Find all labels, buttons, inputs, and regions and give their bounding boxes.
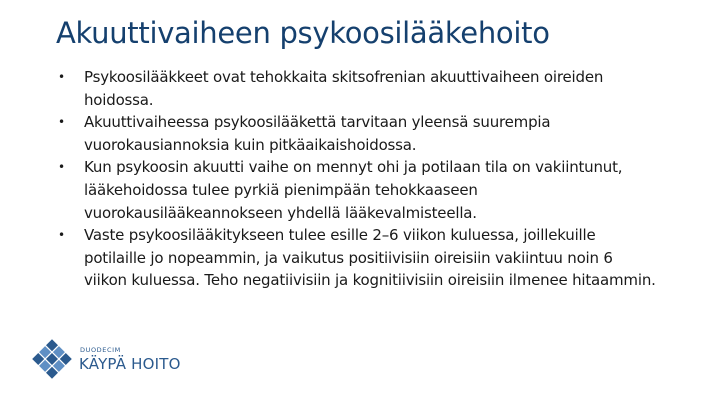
bullet-text: Psykoosilääkkeet ovat tehokkaita skitsofrenian akuuttivaiheen oireiden hoidossa. <box>84 68 604 109</box>
bullet-marker: • <box>58 70 65 84</box>
kaypa-hoito-logo <box>30 337 180 381</box>
bullet-item <box>56 111 656 156</box>
bullet-item <box>56 66 656 111</box>
bullet-text: Kun psykoosin akuutti vaihe on mennyt ohi ja potilaan tila on vakiintunut, lääkehoidossa tulee pyrkiä pienimpään tehokkaaseen vuorokausilääkeannokseen yhdellä lääkevalmisteella. <box>84 158 623 222</box>
bullet-marker: • <box>58 228 65 243</box>
bullet-marker: • <box>58 115 65 130</box>
bullet-text: Vaste psykoosilääkitykseen tulee esille 2–6 viikon kuluessa, joillekuille potilaille jo nopeammin, ja vaikutus positiivisiin oireisiin vakiintuu noin 6 viikon kuluessa. Teho negatiivisiin ja kognitiivisiin oireisiin ilmenee hitaammin. <box>84 226 656 290</box>
bullet-text: Akuuttivaiheessa psykoosilääkettä tarvitaan yleensä suurempia vuorokausiannoksia kuin pitkäaikaishoidossa. <box>84 113 551 154</box>
logo-small-text: DUODECIM <box>80 346 121 354</box>
slide-title: Akuuttivaiheen psykoosilääkehoito <box>56 16 550 50</box>
bullet-list <box>56 66 656 292</box>
diamond-grid-logo-icon <box>30 337 74 381</box>
bullet-item <box>56 156 656 224</box>
bullet-marker: • <box>58 160 65 175</box>
logo-main-text: KÄYPÄ HOITO <box>79 355 181 373</box>
bullet-item <box>56 224 656 292</box>
